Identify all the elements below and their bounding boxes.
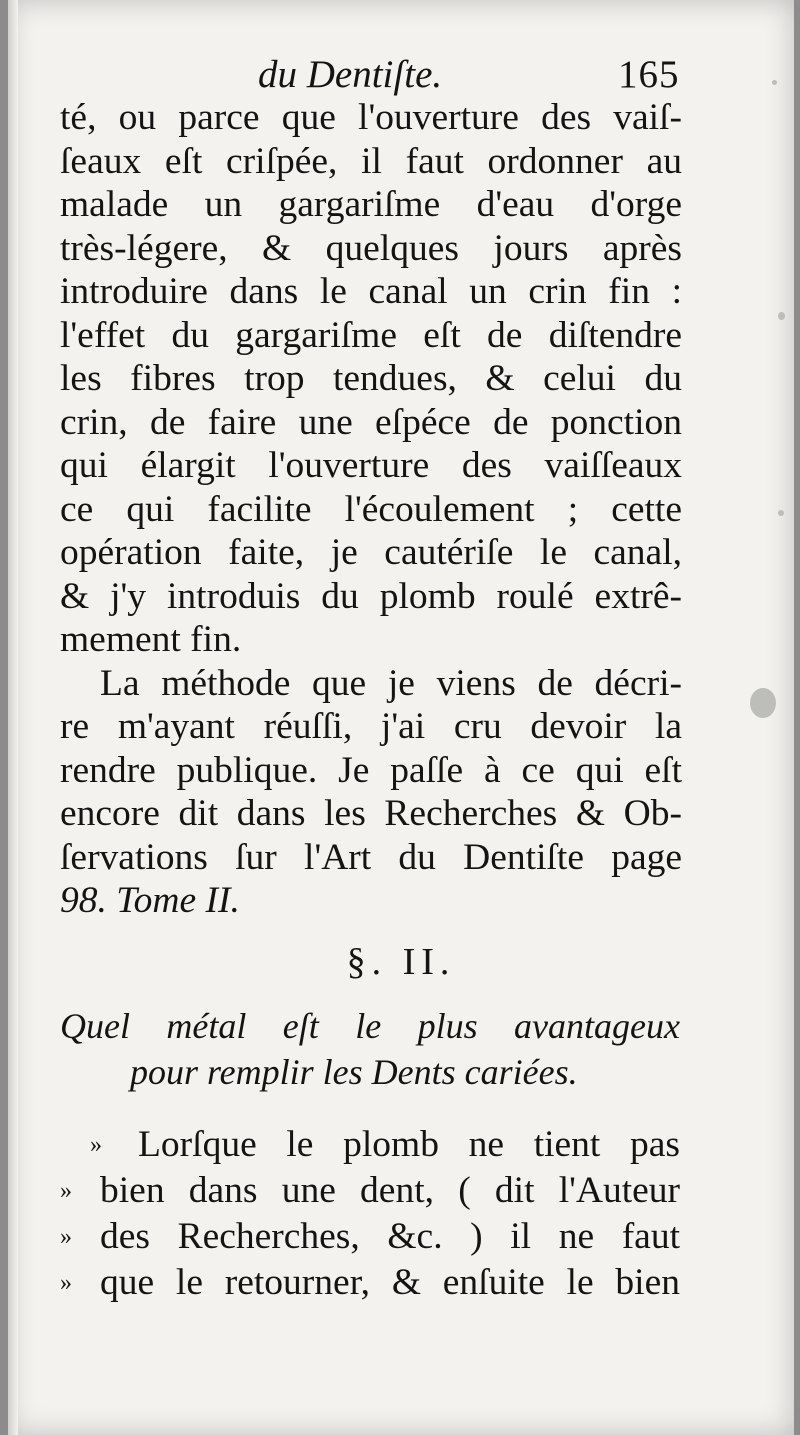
book-page [8, 0, 794, 1435]
text-line: les fibres trop tendues, & celui du [60, 358, 682, 399]
quote-mark: » [90, 1132, 102, 1158]
quoted-passage [60, 1122, 680, 1306]
text-line: 98. Tome II. [60, 880, 240, 921]
paragraph-first-line: La méthode que je viens de décri- [100, 662, 682, 704]
page-number: 165 [618, 53, 680, 96]
quote-line [60, 1168, 680, 1214]
text-line: qui élargit l'ouverture des vaiſſeaux [60, 445, 682, 486]
paper-speck [772, 80, 777, 85]
text-line: très-légere, & quelques jours après [60, 227, 682, 269]
quote-text: Lorſque le plomb ne tient pas [138, 1124, 680, 1165]
quote-line [60, 1260, 680, 1306]
quote-mark: » [60, 1224, 72, 1250]
body-text [60, 96, 682, 923]
quote-mark: » [60, 1270, 72, 1296]
text-line: ce qui facilite l'écoulement ; cette [60, 488, 682, 530]
section-heading-line: pour remplir les Dents cariées. [130, 1052, 578, 1092]
quote-line [60, 1214, 680, 1260]
text-line: re m'ayant réuſſi, j'ai cru devoir la [60, 706, 682, 747]
text-line: ſeaux eſt criſpée, il faut ordonner au [60, 140, 682, 182]
section-number: §. II. [346, 941, 456, 983]
text-line: l'effet du gargariſme eſt de diſtendre [60, 314, 682, 356]
text-line: mement fin. [60, 619, 242, 660]
text-line: introduire dans le canal un crin fin : [60, 271, 682, 312]
text-line: rendre publique. Je paſſe à ce qui eſt [60, 749, 682, 791]
paper-speck [778, 510, 784, 516]
quote-text: des Recherches, &c. ) il ne faut [100, 1216, 680, 1257]
running-head [58, 50, 678, 100]
running-title: du Dentiſte. [258, 53, 443, 96]
page-edge-shadow [8, 0, 18, 1435]
quote-text: que le retourner, & enſuite le bien [100, 1262, 680, 1303]
text-line: encore dit dans les Recherches & Ob- [60, 793, 682, 834]
paper-speck [778, 312, 785, 320]
paper-stain [750, 688, 776, 718]
text-line: malade un gargariſme d'eau d'orge [60, 184, 682, 225]
quote-line [60, 1122, 680, 1168]
text-line: té, ou parce que l'ouverture des vaiſ- [60, 97, 682, 138]
text-line: ſervations ſur l'Art du Dentiſte page [60, 836, 682, 878]
quote-mark: » [60, 1178, 72, 1204]
section-heading [60, 1003, 680, 1095]
quote-text: bien dans une dent, ( dit l'Auteur [100, 1170, 680, 1211]
text-line: crin, de faire une eſpéce de ponction [60, 401, 682, 443]
text-line: & j'y introduis du plomb roulé extrê- [60, 575, 682, 617]
section-heading-line: Quel métal eſt le plus avantageux [60, 1006, 680, 1046]
text-line: opération faite, je cautériſe le canal, [60, 532, 682, 573]
